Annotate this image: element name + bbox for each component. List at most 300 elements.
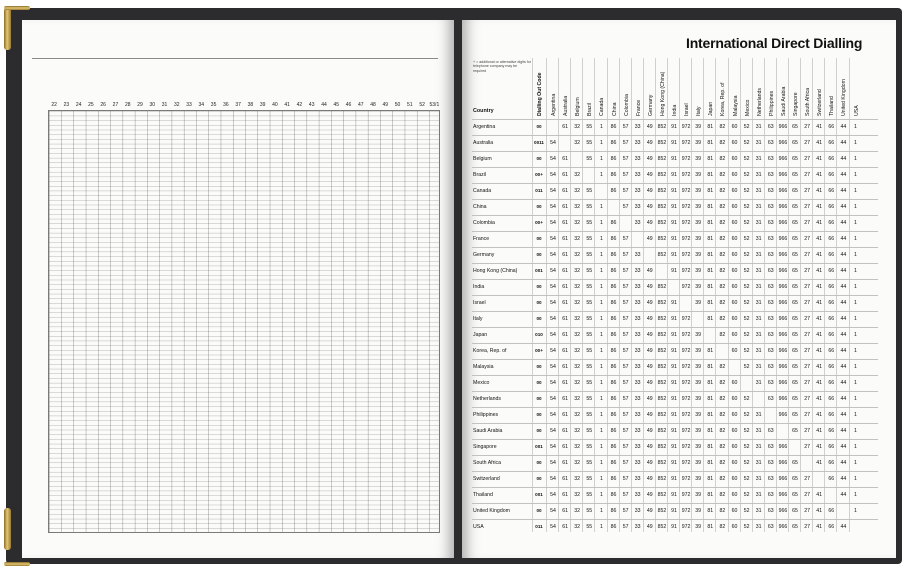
country-code-cell: 44 [840,332,847,338]
country-code-cell: 60 [731,396,738,402]
country-code-cell: 1 [854,172,857,178]
country-code-cell: 66 [828,236,835,242]
country-code-cell: 52 [743,332,750,338]
country-code-cell: 52 [743,188,750,194]
country-code-cell: 54 [550,412,556,418]
country-code-cell: 54 [550,492,556,498]
country-code-cell: 57 [622,364,629,370]
country-code-cell: 852 [657,476,667,482]
country-code-cell: 39 [695,428,702,434]
country-code-cell: 1 [854,508,857,514]
country-name: Colombia [473,220,495,226]
day-column-number: 41 [284,102,290,108]
country-code-cell: 52 [743,140,750,146]
country-code-cell: 1 [599,444,603,450]
country-code-cell: 39 [695,412,702,418]
country-code-cell: 65 [792,364,798,370]
country-code-cell: 57 [622,508,629,514]
country-code-cell: 63 [767,204,774,210]
table-row [472,343,878,359]
country-code-cell: 31 [755,300,762,306]
country-code-cell: 61 [562,476,568,482]
country-code-cell: 57 [622,476,629,482]
country-code-cell: 57 [622,188,629,194]
country-code-cell: 972 [681,124,691,130]
country-code-cell: 44 [840,300,847,306]
country-code-cell: 49 [646,348,653,354]
country-code-cell: 52 [743,348,750,354]
country-code-cell: 49 [646,204,653,210]
country-code-cell: 52 [743,460,750,466]
dial-out-code: 00 [536,396,542,401]
country-code-cell: 61 [562,236,568,242]
country-code-cell: 32 [574,364,581,370]
dial-out-code: 00+ [535,172,543,177]
column-header-label: Australia [563,95,570,116]
country-code-cell: 54 [550,316,556,322]
country-code-cell: 57 [622,300,629,306]
country-code-cell: 63 [767,396,774,402]
country-code-cell: 81 [707,524,714,530]
country-code-cell: 44 [840,284,847,290]
country-code-cell: 1 [854,124,857,130]
column-header-label: Netherlands [756,88,763,116]
day-column-number: 46 [345,102,352,108]
country-code-cell: 54 [550,268,556,274]
country-code-cell: 44 [840,364,847,370]
country-code-cell: 27 [804,220,810,226]
country-code-cell: 852 [657,524,667,530]
country-code-cell: 66 [828,156,835,162]
country-code-cell: 81 [707,220,714,226]
country-code-cell: 54 [550,460,556,466]
country-name: USA [473,524,484,530]
country-code-cell: 966 [778,316,788,322]
country-code-cell: 49 [646,188,653,194]
country-code-cell: 972 [681,444,691,450]
country-name: South Africa [473,460,501,466]
country-code-cell: 81 [707,428,714,434]
country-code-cell: 49 [646,524,653,530]
country-code-cell: 44 [840,412,847,418]
country-code-cell: 91 [671,188,677,194]
day-column-number: 28 [124,102,131,108]
country-code-cell: 82 [719,268,726,274]
country-code-cell: 81 [707,396,714,402]
day-column-number: 27 [112,102,119,108]
country-code-cell: 63 [767,140,774,146]
dial-out-code: 00 [536,476,542,481]
country-code-cell: 49 [646,124,653,130]
country-code-cell: 60 [731,380,738,386]
country-code-cell: 32 [574,268,581,274]
country-code-cell: 39 [695,188,702,194]
country-code-cell: 66 [828,524,835,530]
country-code-cell: 54 [550,236,556,242]
country-code-cell: 1 [854,268,857,274]
country-code-cell: 27 [804,268,810,274]
table-row [472,199,878,215]
country-code-cell: 41 [816,492,823,498]
country-code-cell: 63 [767,252,774,258]
table-row [472,391,878,407]
country-code-cell: 55 [586,156,593,162]
country-code-cell: 54 [550,332,556,338]
dial-out-code: 001 [535,268,543,273]
country-code-cell: 41 [816,508,823,514]
country-code-cell: 27 [804,364,810,370]
country-code-cell: 66 [828,332,835,338]
country-code-cell: 52 [743,124,750,130]
day-column-number: 47 [357,102,364,108]
country-code-cell: 852 [657,220,667,226]
dial-out-code: 00 [536,364,542,369]
country-code-cell: 32 [574,460,581,466]
country-code-cell: 27 [804,140,810,146]
country-code-cell: 966 [778,252,788,258]
country-code-cell: 1 [599,284,603,290]
country-code-cell: 60 [731,508,738,514]
country-name: India [473,284,485,290]
country-code-cell: 60 [731,236,738,242]
country-code-cell: 63 [767,476,774,482]
country-code-cell: 27 [804,332,810,338]
country-code-cell: 41 [816,156,823,162]
country-code-cell: 61 [562,508,568,514]
country-code-cell: 44 [840,124,847,130]
country-code-cell: 63 [767,124,774,130]
country-code-cell: 55 [586,252,593,258]
table-row [472,327,878,343]
country-code-cell: 966 [778,444,788,450]
country-code-cell: 86 [610,252,617,258]
country-code-cell: 52 [743,428,750,434]
country-code-cell: 61 [562,348,568,354]
country-code-cell: 44 [840,156,847,162]
country-code-cell: 54 [550,508,556,514]
country-code-cell: 54 [550,204,556,210]
country-code-cell: 1 [854,428,857,434]
country-code-cell: 32 [574,188,581,194]
country-name: Germany [473,252,495,258]
country-code-cell: 65 [792,460,798,466]
country-code-cell: 27 [804,188,810,194]
country-name: Mexico [473,380,490,386]
country-code-cell: 972 [681,236,691,242]
country-code-cell: 55 [586,140,593,146]
country-code-cell: 55 [586,316,593,322]
country-code-cell: 60 [731,172,738,178]
country-code-cell: 60 [731,444,738,450]
country-code-cell: 61 [562,364,568,370]
country-code-cell: 61 [562,252,568,258]
country-code-cell: 972 [681,460,691,466]
country-code-cell: 66 [828,412,835,418]
country-code-cell: 54 [550,428,556,434]
country-code-cell: 52 [743,236,750,242]
country-code-cell: 27 [804,204,810,210]
country-code-cell: 972 [681,412,691,418]
country-code-cell: 82 [719,156,726,162]
country-code-cell: 63 [767,172,774,178]
country-code-cell: 39 [695,476,702,482]
column-header-label: Singapore [793,92,799,116]
country-code-cell: 1 [599,172,603,178]
country-code-cell: 44 [840,268,847,274]
country-code-cell: 27 [804,444,810,450]
table-row [472,311,878,327]
day-column-number: 38 [247,102,254,108]
country-code-cell: 66 [828,172,835,178]
country-code-cell: 27 [804,236,810,242]
dial-out-code: 00 [536,508,542,513]
country-code-cell: 1 [854,140,857,146]
country-code-cell: 972 [681,252,691,258]
country-code-cell: 39 [695,524,702,530]
country-code-cell: 86 [610,348,617,354]
country-code-cell: 49 [646,284,653,290]
country-code-cell: 63 [767,220,774,226]
country-column-label: Country [473,108,494,114]
country-code-cell: 39 [695,364,702,370]
country-code-cell: 31 [755,348,762,354]
country-code-cell: 61 [562,412,568,418]
country-code-cell: 63 [767,428,774,434]
country-code-cell: 1 [599,252,603,258]
country-code-cell: 33 [634,316,641,322]
country-code-cell: 27 [804,124,810,130]
country-code-cell: 966 [778,204,788,210]
country-code-cell: 54 [550,348,556,354]
country-code-cell: 91 [671,428,677,434]
country-name: Thailand [473,492,493,498]
country-code-cell: 852 [657,236,667,242]
country-code-cell: 1 [599,316,603,322]
country-code-cell: 81 [707,124,714,130]
country-name: Singapore [473,444,497,450]
country-code-cell: 91 [671,460,677,466]
country-code-cell: 61 [562,188,568,194]
country-code-cell: 41 [816,236,823,242]
country-name: Korea, Rep. of [473,348,507,354]
country-code-cell: 52 [743,220,750,226]
country-code-cell: 82 [719,508,726,514]
country-code-cell: 852 [657,316,667,322]
country-code-cell: 852 [657,508,667,514]
country-code-cell: 31 [755,364,762,370]
country-code-cell: 52 [743,284,750,290]
country-code-cell: 91 [671,124,677,130]
country-code-cell: 63 [767,156,774,162]
country-code-cell: 33 [634,300,641,306]
country-code-cell: 33 [634,172,641,178]
country-code-cell: 33 [634,444,641,450]
dial-out-code: 00 [536,124,542,129]
country-code-cell: 966 [778,140,788,146]
table-row [472,215,878,231]
day-column-number: 35 [210,102,217,108]
country-code-cell: 33 [634,140,641,146]
column-header-label: USA [853,105,860,116]
table-row [472,455,878,471]
country-code-cell: 41 [816,172,823,178]
country-code-cell: 27 [804,172,810,178]
country-code-cell: 65 [792,236,798,242]
country-code-cell: 82 [719,284,726,290]
country-code-cell: 27 [804,412,810,418]
country-code-cell: 972 [681,172,691,178]
country-code-cell: 41 [816,124,823,130]
country-code-cell: 66 [828,284,835,290]
country-code-cell: 39 [695,380,702,386]
country-code-cell: 32 [574,380,581,386]
country-code-cell: 27 [804,156,810,162]
country-code-cell: 57 [622,268,629,274]
country-code-cell: 55 [586,460,593,466]
country-code-cell: 1 [599,332,603,338]
corner-clip-bottom-left [4,508,11,550]
country-code-cell: 49 [646,380,653,386]
country-code-cell: 39 [695,252,702,258]
country-code-cell: 49 [646,428,653,434]
country-code-cell: 55 [586,204,593,210]
country-name: Italy [473,316,483,322]
country-name: Canada [473,188,492,194]
column-header-label: Germany [647,94,654,116]
country-code-cell: 61 [562,316,568,322]
country-code-cell: 31 [755,204,762,210]
country-code-cell: 55 [586,364,593,370]
day-column-number: 45 [333,102,340,108]
country-code-cell: 31 [755,284,762,290]
country-code-cell: 1 [854,332,857,338]
corner-clip-top-left [4,8,11,50]
country-code-cell: 1 [599,140,603,146]
country-code-cell: 49 [646,396,653,402]
country-code-cell: 39 [695,204,702,210]
dial-out-code: 011 [535,188,543,193]
country-code-cell: 52 [743,476,750,482]
country-code-cell: 32 [574,508,581,514]
country-code-cell: 91 [671,492,677,498]
country-code-cell: 63 [767,492,774,498]
country-code-cell: 86 [610,412,617,418]
country-code-cell: 66 [828,124,835,130]
country-code-cell: 91 [671,140,677,146]
country-code-cell: 852 [657,204,667,210]
corner-clip-top-left-edge [4,6,30,10]
country-code-cell: 91 [671,156,677,162]
country-code-cell: 972 [681,364,691,370]
country-code-cell: 60 [731,204,738,210]
country-code-cell: 972 [681,188,691,194]
country-code-cell: 82 [719,220,726,226]
country-code-cell: 966 [778,380,788,386]
country-code-cell: 86 [610,508,617,514]
country-code-cell: 60 [731,188,738,194]
day-column-number: 31 [161,102,168,108]
country-code-cell: 57 [622,412,629,418]
table-footnote: + = additional or alternative digits for telephone company may be required [473,60,531,73]
country-code-cell: 82 [719,364,726,370]
dial-out-code: 011 [535,524,543,529]
country-code-cell: 1 [599,300,603,306]
country-code-cell: 81 [707,444,714,450]
country-code-cell: 55 [586,492,593,498]
country-code-cell: 44 [840,316,847,322]
country-code-cell: 1 [854,204,857,210]
table-row [472,135,878,151]
country-code-cell: 60 [731,268,738,274]
country-code-cell: 54 [550,524,556,530]
country-code-cell: 60 [731,284,738,290]
country-code-cell: 86 [610,460,617,466]
country-code-cell: 86 [610,364,617,370]
country-code-cell: 57 [622,428,629,434]
country-code-cell: 86 [610,188,617,194]
country-name: Netherlands [473,396,501,402]
day-column-number: 51 [407,102,413,108]
table-row [472,359,878,375]
country-code-cell: 1 [599,124,603,130]
country-code-cell: 852 [657,172,667,178]
country-code-cell: 86 [610,300,617,306]
country-code-cell: 55 [586,300,593,306]
country-code-cell: 1 [854,156,857,162]
day-column-number: 39 [259,102,266,108]
day-column-number: 44 [321,102,327,108]
country-code-cell: 60 [731,140,738,146]
table-row [472,167,878,183]
country-code-cell: 81 [707,316,714,322]
country-name: Switzerland [473,476,500,482]
country-code-cell: 972 [681,380,691,386]
country-code-cell: 33 [634,396,641,402]
country-code-cell: 65 [792,524,798,530]
country-code-cell: 33 [634,156,641,162]
column-header-label: South Africa [805,88,812,116]
country-code-cell: 49 [646,444,653,450]
country-code-cell: 972 [681,332,691,338]
country-code-cell: 61 [562,172,568,178]
column-header-label: Canada [599,97,606,116]
table-row [472,279,878,295]
country-code-cell: 39 [695,444,702,450]
country-code-cell: 41 [816,188,823,194]
country-code-cell: 82 [719,412,726,418]
country-code-cell: 41 [816,140,823,146]
country-code-cell: 66 [828,428,835,434]
country-code-cell: 966 [778,492,788,498]
country-code-cell: 972 [681,348,691,354]
country-code-cell: 1 [599,460,603,466]
country-code-cell: 57 [622,204,629,210]
country-code-cell: 972 [681,476,691,482]
country-code-cell: 55 [586,444,593,450]
country-code-cell: 33 [634,524,641,530]
country-code-cell: 57 [622,332,629,338]
country-code-cell: 52 [743,300,750,306]
country-code-cell: 63 [767,460,774,466]
country-code-cell: 1 [854,364,857,370]
country-code-cell: 852 [657,300,667,306]
country-code-cell: 33 [634,332,641,338]
country-code-cell: 44 [840,220,847,226]
country-code-cell: 86 [610,428,617,434]
country-code-cell: 49 [646,316,653,322]
country-code-cell: 63 [767,284,774,290]
dial-out-code: 0011 [534,140,544,145]
